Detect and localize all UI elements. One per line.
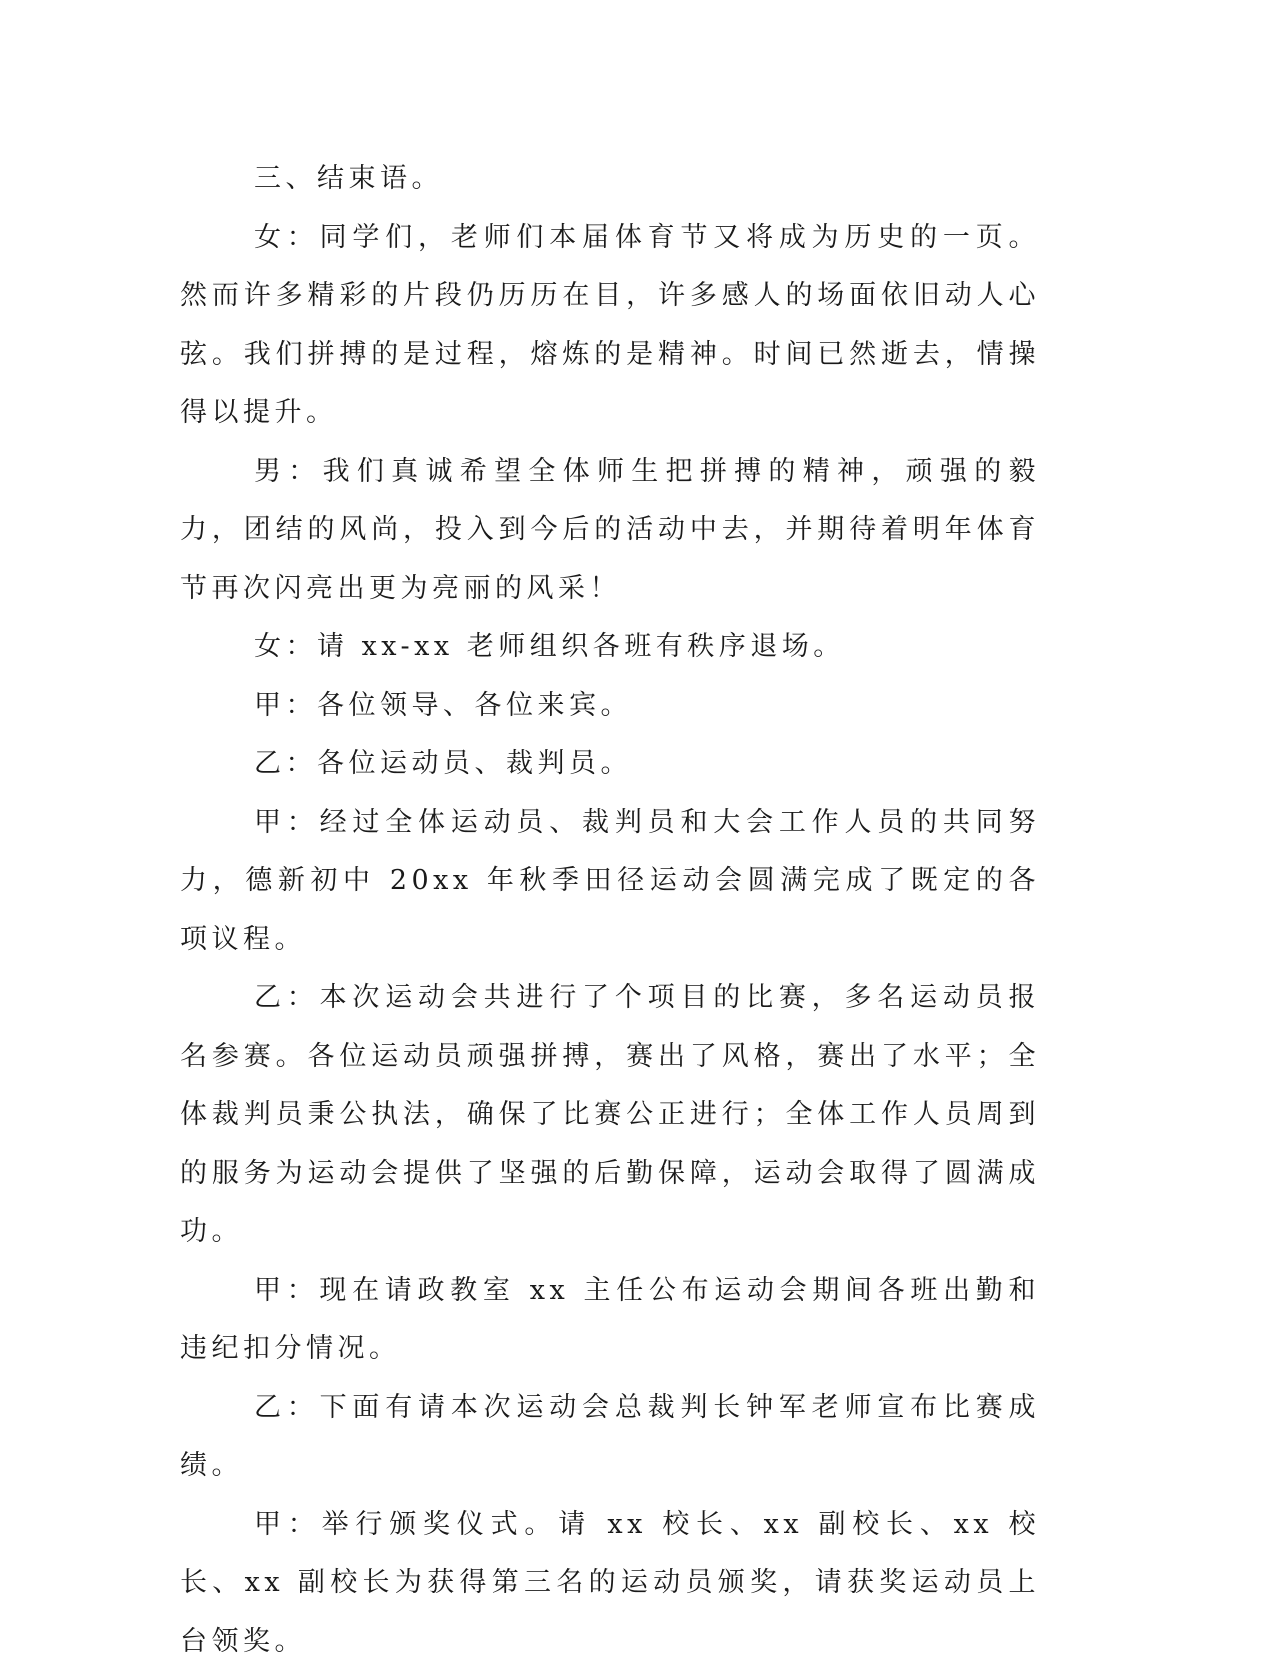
paragraph: 女：请 xx-xx 老师组织各班有秩序退场。 bbox=[180, 618, 1040, 677]
paragraph: 男：我们真诚希望全体师生把拼搏的精神，顽强的毅力，团结的风尚，投入到今后的活动中去，并期待着明年体育节再次闪亮出更为亮丽的风采！ bbox=[180, 443, 1040, 619]
paragraph: 甲：现在请政教室 xx 主任公布运动会期间各班出勤和违纪扣分情况。 bbox=[180, 1262, 1040, 1379]
section-heading: 三、结束语。 bbox=[180, 150, 1040, 209]
paragraph: 乙：本次运动会共进行了个项目的比赛，多名运动员报名参赛。各位运动员顽强拼搏，赛出了风格，赛出了水平；全体裁判员秉公执法，确保了比赛公正进行；全体工作人员周到的服务为运动会提供了坚强的后勤保障，运动会取得了圆满成功。 bbox=[180, 969, 1040, 1262]
paragraph: 乙：各位运动员、裁判员。 bbox=[180, 735, 1040, 794]
paragraph: 甲：各位领导、各位来宾。 bbox=[180, 677, 1040, 736]
paragraph: 甲：举行颁奖仪式。请 xx 校长、xx 副校长、xx 校长、xx 副校长为获得第三名的运动员颁奖，请获奖运动员上台领奖。 bbox=[180, 1496, 1040, 1671]
document-body bbox=[180, 150, 1040, 1671]
paragraph: 乙：下面有请本次运动会总裁判长钟军老师宣布比赛成绩。 bbox=[180, 1379, 1040, 1496]
paragraph: 女：同学们，老师们本届体育节又将成为历史的一页。然而许多精彩的片段仍历历在目，许多感人的场面依旧动人心弦。我们拼搏的是过程，熔炼的是精神。时间已然逝去，情操得以提升。 bbox=[180, 209, 1040, 443]
paragraph: 甲：经过全体运动员、裁判员和大会工作人员的共同努力，德新初中 20xx 年秋季田径运动会圆满完成了既定的各项议程。 bbox=[180, 794, 1040, 970]
